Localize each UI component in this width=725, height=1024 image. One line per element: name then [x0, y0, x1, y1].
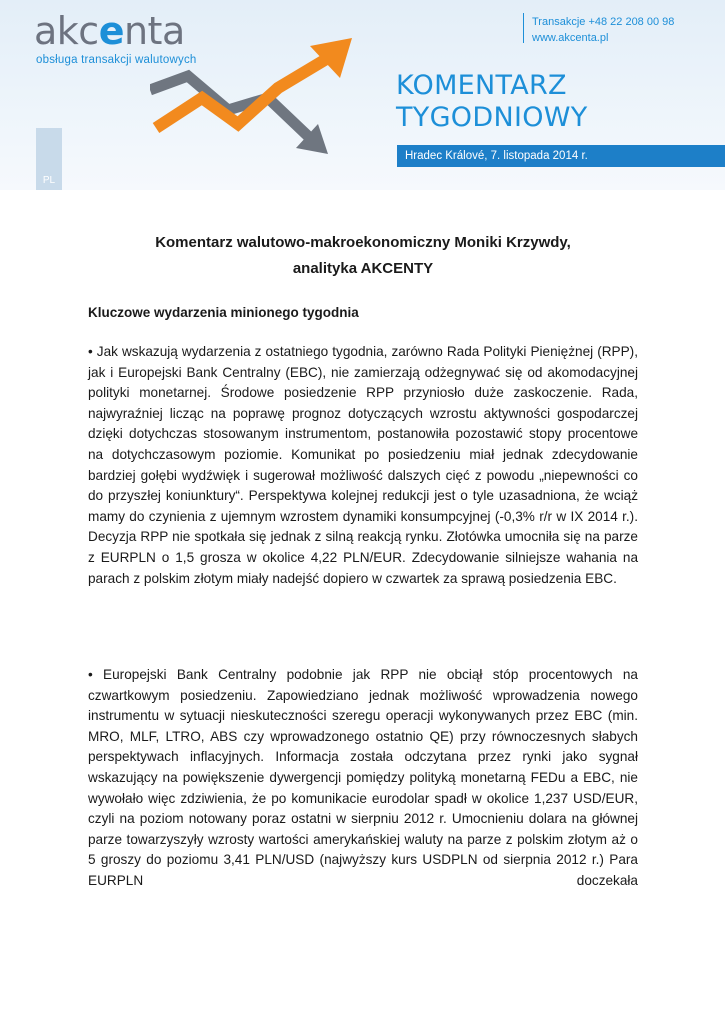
contact-info — [532, 14, 674, 46]
contact-divider — [523, 13, 524, 43]
page-header — [0, 0, 725, 190]
language-tab — [36, 128, 62, 190]
language-label: PL — [42, 175, 56, 186]
newsletter-title-line2: TYGODNIOWY — [396, 102, 588, 133]
logo-text-start: akc — [34, 9, 99, 53]
paragraph-rpp: • Jak wskazują wydarzenia z ostatniego tygodnia, zarówno Rada Polityki Pieniężnej (RPP), jak i Europejski Bank Centralny (EBC), nie zamierzają odżegnywać się od akomodacyjnej polityki monetarnej. Środowe posiedzenie RPP przyniosło duże zaskoczenie. Rada, najwyraźniej licząc na poprawę prognoz dotyczących wzrostu aktywności gospodarczej dzięki dotychczas stosowanym instrumentom, postanowiła pozostawić stopy procentowe na dotychczasowym poziomie. Komunikat po posiedzeniu miał jednak zdecydowanie bardziej gołębi wydźwięk i sugerował możliwość dalszych cięć z powodu „niepewności co do przyszłej koniunktury“. Perspektywa kolejnej redukcji jest o tyle uzasadniona, że wciąż mamy do czynienia z ujemnym wzrostem dynamiki konsumpcyjnej (-0,3% r/r w IX 2014 r.). Decyzja RPP nie spotkała się jednak z silną reakcją rynku. Złotówka umocniła się na parze z EURPLN o 1,5 grosza w okolice 4,22 PLN/EUR. Zdecydowanie silniejsze wahania na parach z polskim złotym miały nadejść dopiero w czwartek za sprawą posiedzenia EBC. — [88, 344, 638, 586]
section-title: Kluczowe wydarzenia minionego tygodnia — [88, 305, 359, 320]
paragraph-ecb: • Europejski Bank Centralny podobnie jak RPP nie obciął stóp procentowych na czwartkowym posiedzeniu. Zapowiedziano jednak możliwość wprowadzenia nowego instrumentu w sytuacji nieskuteczności szeregu operacji wykonywanych przez EBC (min. MRO, MLF, LTRO, ABS czy wprowadzonego ostatnio QE) przy równoczesnych słabych perspektywach inflacyjnych. Informacja została odczytana przez rynki jako sygnał wskazujący na powiększenie dywergencji pomiędzy polityką monetarną FEDu a EBC, nie wywołało więc zdziwienia, że po komunikacie eurodolar spadł w okolice 1,237 USD/EUR, czyli na poziom notowany poraz ostatni w sierpniu 2012 r. Umocnieniu dolara na głównej parze towarzyszyły wzrosty wartości amerykańskiej waluty na parze z polskim złotym aż o 5 groszy do poziomu 3,41 PLN/USD (najwyższy kurs USDPLN od sierpnia 2012 r.) Para EURPLN doczekała — [88, 667, 638, 888]
document-title-line2: analityka AKCENTY — [292, 260, 434, 277]
logo-text-end: nta — [123, 9, 185, 53]
dateline: Hradec Králové, 7. listopada 2014 r. — [397, 145, 725, 167]
document-title — [80, 230, 646, 282]
trend-arrows-icon — [150, 28, 400, 168]
newsletter-title — [396, 70, 588, 134]
contact-website: www.akcenta.pl — [532, 32, 609, 44]
orange-arrow-line — [156, 58, 328, 128]
contact-phone: Transakcje +48 22 208 00 98 — [532, 16, 675, 28]
tagline: obsługa transakcji walutowych — [36, 54, 197, 66]
logo-text-accent: e — [98, 9, 124, 53]
document-title-line1: Komentarz walutowo-makroekonomiczny Moniki Krzywdy, — [155, 234, 571, 251]
newsletter-title-line1: KOMENTARZ — [396, 70, 567, 101]
